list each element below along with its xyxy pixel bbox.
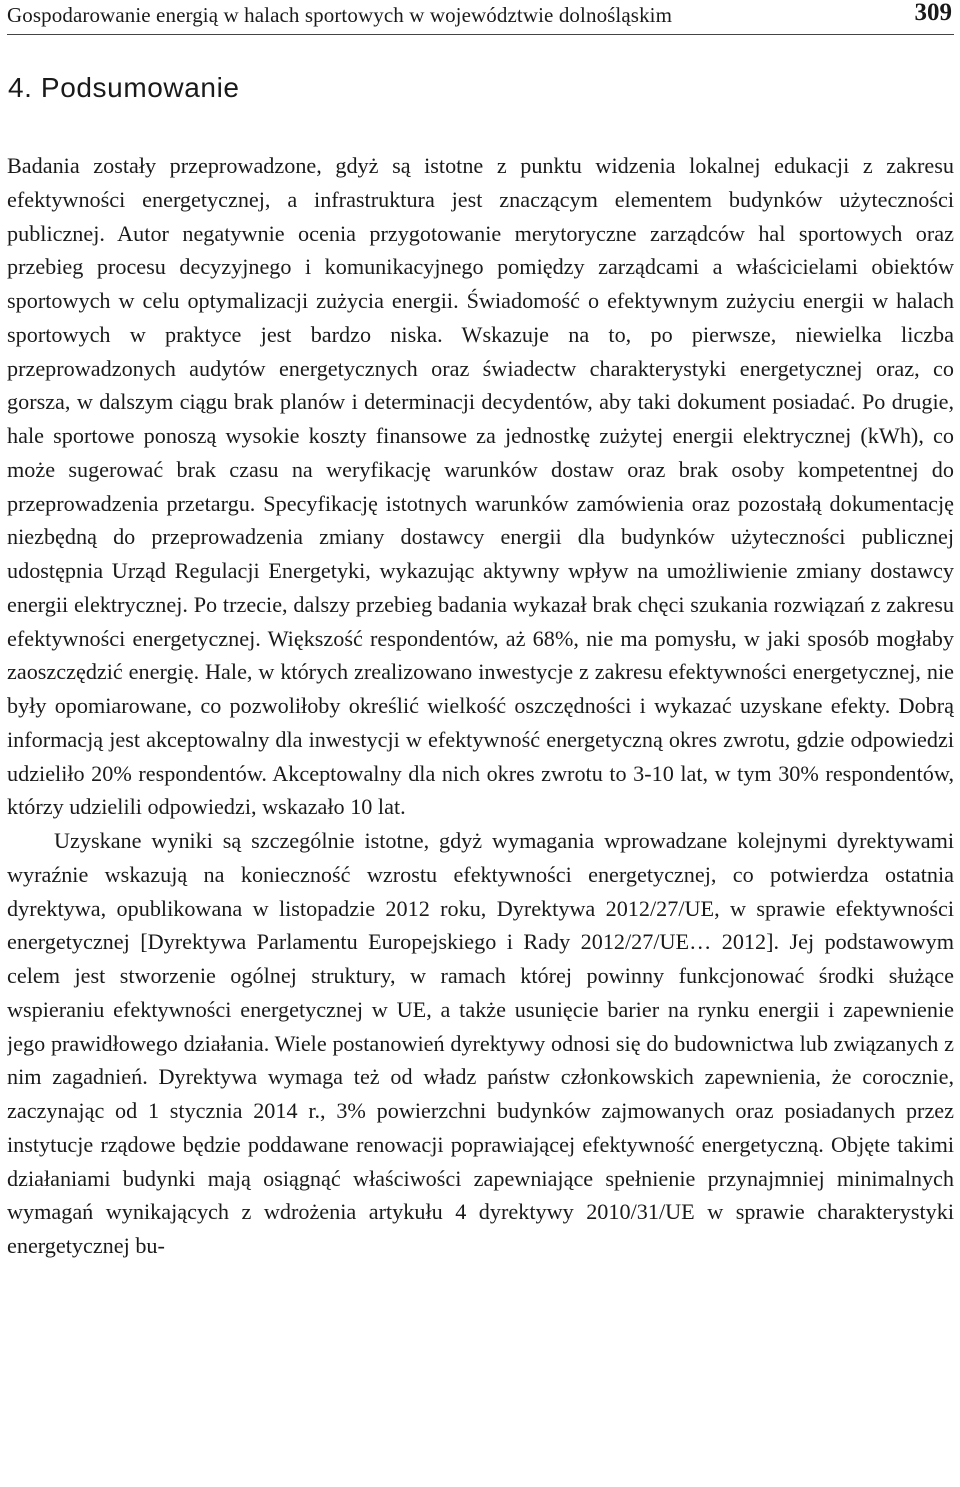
page-number: 309 <box>914 0 952 26</box>
document-page <box>7 0 954 1487</box>
running-header <box>7 0 954 35</box>
paragraph-summary: Badania zostały przeprowadzone, gdyż są istotne z punktu widzenia lokalnej edukacji z zakresu efektywności energetycznej, a infrastruktura jest znaczącym elementem budynków użyteczności publicznej. Autor negatywnie ocenia przygotowanie merytoryczne zarządców hal sportowych oraz przebieg procesu decyzyjnego i komunikacyjnego pomiędzy zarządcami a właścicielami obiektów sportowych w celu optymalizacji zużycia energii. Świadomość o efektywnym zużyciu energii w halach sportowych w praktyce jest bardzo niska. Wskazuje na to, po pierwsze, niewielka liczba przeprowadzonych audytów energetycznych oraz świadectw charakterystyki energetycznej oraz, co gorsza, w dalszym ciągu brak planów i determinacji decydentów, aby taki dokument posiadać. Po drugie, hale sportowe ponoszą wysokie koszty finansowe za jednostkę zużytej energii elektrycznej (kWh), co może sugerować brak czasu na weryfikację warunków dostaw oraz brak osoby kompetentnej do przeprowadzenia przetargu. Specyfikację istotnych warunków zamówienia oraz pozostałą dokumentację niezbędną do przeprowadzenia zmiany dostawcy energii dla budynków użyteczności publicznej udostępnia Urząd Regulacji Energetyki, wykazując aktywny wpływ na umożliwienie zmiany dostawcy energii elektrycznej. Po trzecie, dalszy przebieg badania wykazał brak chęci szukania rozwiązań z zakresu efektywności energetycznej. Większość respondentów, aż 68%, nie ma pomysłu, w jaki sposób mogłaby zaoszczędzić energię. Hale, w których zrealizowano inwestycje z zakresu efektywności energetycznej, nie były opomiarowane, co pozwoliłoby określić wielkość oszczędności i wykazać uzyskane efekty. Dobrą informacją jest akceptowalny dla inwestycji w efektywność energetyczną okres zwrotu, gdzie odpowiedzi udzieliło 20% respondentów. Akceptowalny dla nich okres zwrotu to 3-10 lat, w tym 30% respondentów, którzy udzielili odpowiedzi, wskazało 10 lat. <box>7 153 954 820</box>
paragraph-directive: Uzyskane wyniki są szczególnie istotne, gdyż wymagania wprowadzane kolejnymi dyrektywami wyraźnie wskazują na konieczność wzrostu efektywności energetycznej, co potwierdza ostatnia dyrektywa, opublikowana w listopadzie 2012 roku, Dyrektywa 2012/27/UE, w sprawie efektywności energetycznej [Dyrektywa Parlamentu Europejskiego i Rady 2012/27/UE… 2012]. Jej podstawowym celem jest stworzenie ogólnej struktury, w ramach której powinny funkcjonować środki służące wspieraniu efektywności energetycznej w UE, a także usunięcie barier na rynku energii i zapewnienie jego prawidłowego działania. Wiele postanowień dyrektywy odnosi się do budownictwa lub związanych z nim zagadnień. Dyrektywa wymaga też od władz państw członkowskich zapewnienia, że corocznie, zaczynając od 1 stycznia 2014 r., 3% powierzchni budynków zajmowanych oraz posiadanych przez instytucje rządowe będzie poddawane renowacji poprawiającej efektywność energetyczną. Objęte takimi działaniami budynki mają osiągnąć właściwości zapewniające spełnienie przynajmniej minimalnych wymagań wynikających z wdrożenia artykułu 4 dyrektywy 2010/31/UE w sprawie charakterystyki energetycznej bu- <box>7 828 954 1258</box>
section-heading: 4. Podsumowanie <box>8 72 240 103</box>
running-title: Gospodarowanie energią w halach sportowych w województwie dolnośląskim <box>7 3 673 27</box>
